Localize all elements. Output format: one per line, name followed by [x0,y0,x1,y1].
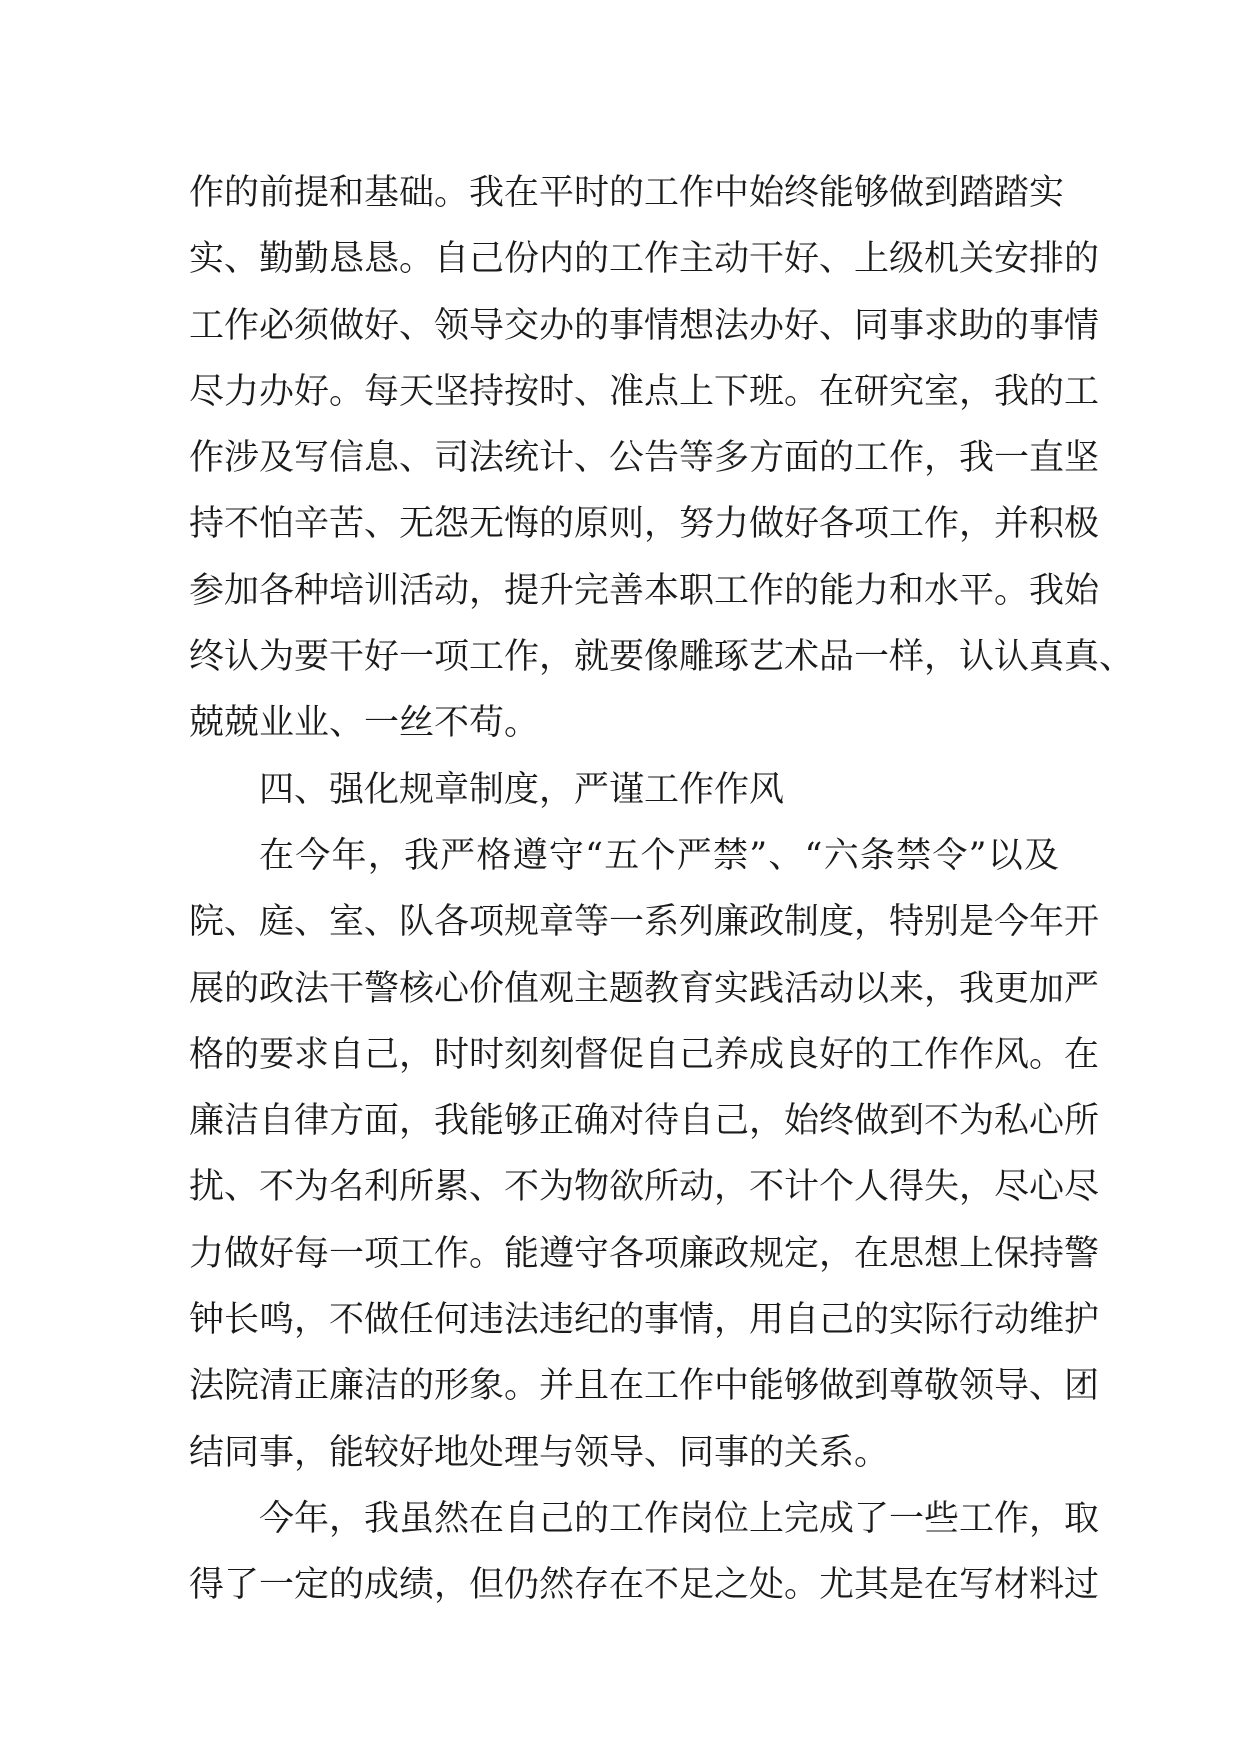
section-heading: 四、强化规章制度，严谨工作作风 [259,769,785,810]
text-line: 实、勤勤恳恳。自己份内的工作主动干好、上级机关安排的 [189,239,1100,280]
text-line: 结同事，能较好地处理与领导、同事的关系。 [189,1432,890,1473]
text-line: 院、庭、室、队各项规章等一系列廉政制度，特别是今年开 [189,902,1100,943]
text-line: 展的政法干警核心价值观主题教育实践活动以来，我更加严 [189,968,1100,1009]
text-line: 廉洁自律方面，我能够正确对待自己，始终做到不为私心所 [189,1101,1100,1142]
text-line: 今年，我虽然在自己的工作岗位上完成了一些工作，取 [259,1498,1100,1539]
text-line: 兢兢业业、一丝不苟。 [189,703,540,744]
text-line: 扰、不为名利所累、不为物欲所动，不计个人得失，尽心尽 [189,1167,1100,1208]
text-line: 终认为要干好一项工作，就要像雕琢艺术品一样，认认真真、 [189,637,1135,678]
text-line: 格的要求自己，时时刻刻督促自己养成良好的工作作风。在 [189,1034,1100,1075]
text-line: 尽力办好。每天坚持按时、准点上下班。在研究室，我的工 [189,371,1100,412]
text-line: 工作必须做好、领导交办的事情想法办好、同事求助的事情 [189,305,1100,346]
text-line: 参加各种培训活动，提升完善本职工作的能力和水平。我始 [189,570,1100,611]
text-line: 力做好每一项工作。能遵守各项廉政规定，在思想上保持警 [189,1233,1100,1274]
text-line: 作涉及写信息、司法统计、公告等多方面的工作，我一直坚 [189,438,1100,479]
body-text [189,160,1135,1619]
text-line: 作的前提和基础。我在平时的工作中始终能够做到踏踏实 [189,173,1065,213]
text-line: 得了一定的成绩，但仍然存在不足之处。尤其是在写材料过 [189,1565,1100,1606]
text-line: 在今年，我严格遵守“五个严禁”、“六条禁令”以及 [259,835,1059,876]
text-line: 持不怕辛苦、无怨无悔的原则，努力做好各项工作，并积极 [189,504,1100,545]
text-line: 法院清正廉洁的形象。并且在工作中能够做到尊敬领导、团 [189,1366,1100,1407]
text-line: 钟长鸣，不做任何违法违纪的事情，用自己的实际行动维护 [189,1300,1100,1341]
